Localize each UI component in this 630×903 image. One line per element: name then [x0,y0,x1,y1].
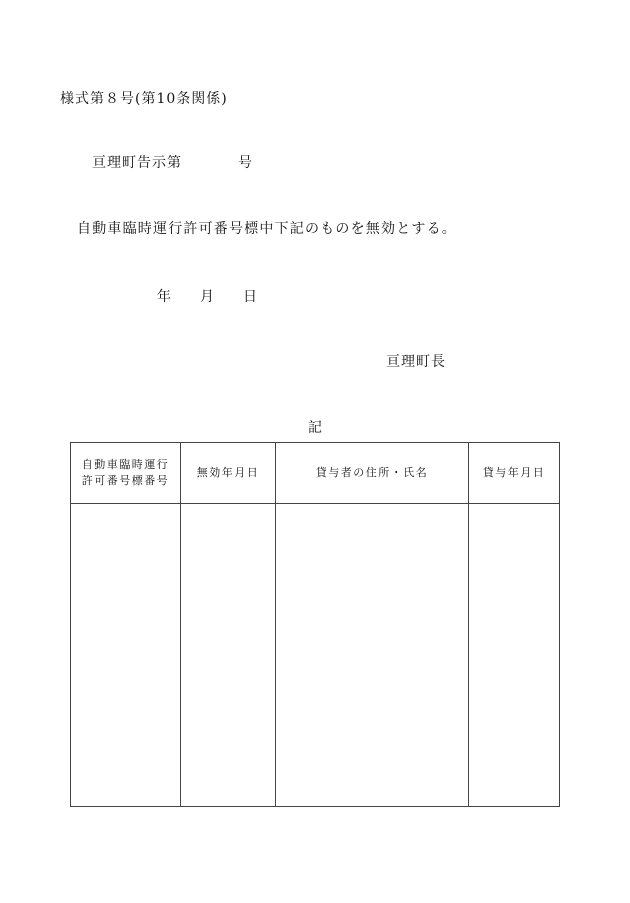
header-line: 貸与者の住所・氏名 [315,466,429,479]
header-line: 自動車臨時運行 [81,458,170,471]
header-lend-date [469,443,560,504]
date-row [157,286,258,306]
table-row [71,504,560,807]
header-line: 貸与年月日 [482,466,546,479]
header-line: 許可番号標番号 [81,474,170,487]
header-invalid-date [181,443,276,504]
form-number: 様式第８号(第10条関係) [60,91,228,107]
ki-heading: 記 [308,420,323,436]
date-month-label: 月 [200,289,215,305]
table-cell [181,504,276,807]
notice-suffix: 号 [238,155,253,171]
date-day-label: 日 [243,289,258,305]
mayor-signature-label: 亘理町長 [386,354,446,370]
header-permit-plate-number [71,443,181,504]
notice-prefix: 亘理町告示第 [92,155,182,171]
table-cell [276,504,469,807]
header-line: 無効年月日 [196,466,260,479]
table-cell [469,504,560,807]
date-year-label: 年 [157,289,172,305]
header-lender-address-name [276,443,469,504]
notice-number-row [92,152,253,172]
record-table [70,442,560,807]
table-header-row [71,443,560,504]
table-cell [71,504,181,807]
notice-body-text: 自動車臨時運行許可番号標中下記のものを無効とする。 [77,221,457,237]
